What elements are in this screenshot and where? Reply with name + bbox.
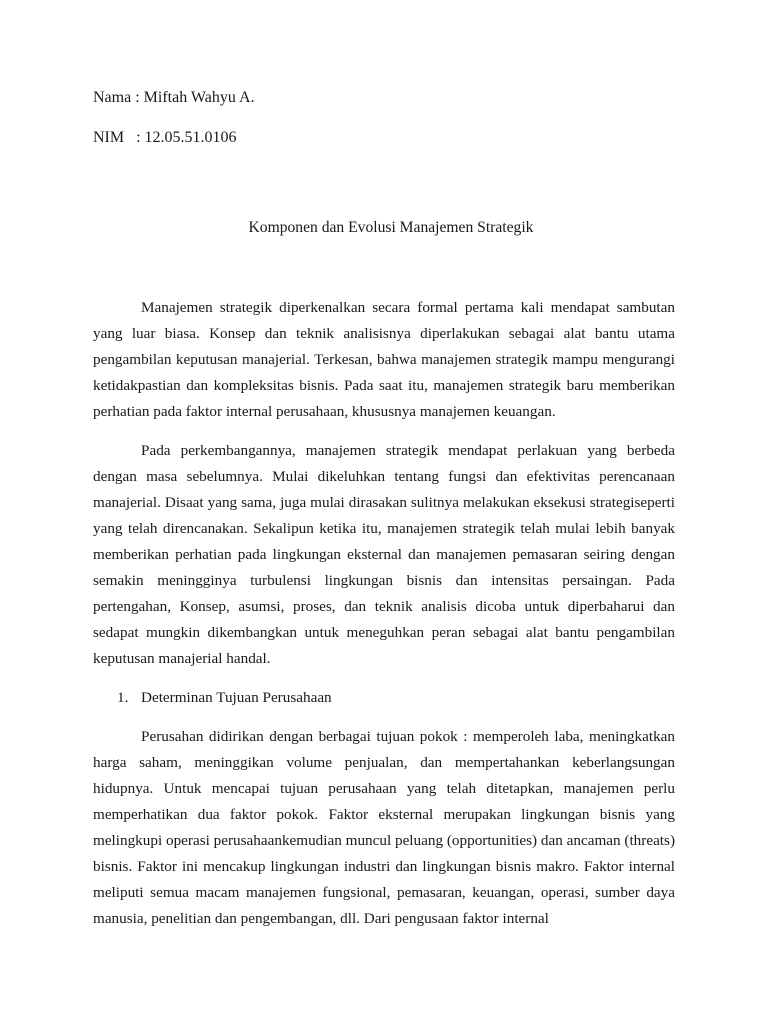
student-name: Nama : Miftah Wahyu A. — [93, 89, 255, 106]
document-title: Komponen dan Evolusi Manajemen Strategik — [248, 219, 534, 236]
paragraph-company-goals: Perusahan didirikan dengan berbagai tujuan pokok : memperoleh laba, meningkatkan harga saham, meninggikan volume penjualan, dan mempertahankan keberlangsungan hidupnya. Untuk mencapai tujuan perusahaan yang telah ditetapkan, manajemen perlu memperhatikan dua faktor pokok. Faktor eksternal merupakan lingkungan bisnis yang melingkupi operasi perusahaankemudian muncul peluang (opportunities) dan ancaman (threats) bisnis. Faktor ini mencakup lingkungan industri dan lingkungan bisnis makro. Faktor internal meliputi semua macam manajemen fungsional, pemasaran, keuangan, operasi, sumber daya manusia, penelitian dan pengembangan, dll. Dari pengusaan faktor internal — [93, 728, 675, 927]
list-item-number: 1. — [117, 689, 129, 706]
student-nim: NIM : 12.05.51.0106 — [93, 129, 237, 146]
list-item-label: Determinan Tujuan Perusahaan — [141, 689, 332, 706]
paragraph-development: Pada perkembangannya, manajemen strategik mendapat perlakuan yang berbeda dengan masa sebelumnya. Mulai dikeluhkan tentang fungsi dan efektivitas perencanaan manajerial. Disaat yang sama, juga mulai dirasakan sulitnya melakukan eksekusi strategiseperti yang telah direncanakan. Sekalipun ketika itu, manajemen strategik telah mulai lebih banyak memberikan perhatian pada lingkungan eksternal dan manajemen pemasaran seiring dengan semakin meningginya turbulensi lingkungan bisnis dan intensitas persaingan. Pada pertengahan, Konsep, asumsi, proses, dan teknik analisis dicoba untuk diperbaharui dan sedapat mungkin dikembangkan untuk meneguhkan peran sebagai alat bantu pengambilan keputusan manajerial handal. — [93, 442, 675, 667]
section-list — [93, 685, 675, 711]
paragraph-intro: Manajemen strategik diperkenalkan secara formal pertama kali mendapat sambutan yang luar biasa. Konsep dan teknik analisisnya diperlakukan sebagai alat bantu utama pengambilan keputusan manajerial. Terkesan, bahwa manajemen strategik mampu mengurangi ketidakpastian dan kompleksitas bisnis. Pada saat itu, manajemen strategik baru memberikan perhatian pada faktor internal perusahaan, khususnya manajemen keuangan. — [93, 299, 675, 420]
list-item — [93, 685, 675, 711]
